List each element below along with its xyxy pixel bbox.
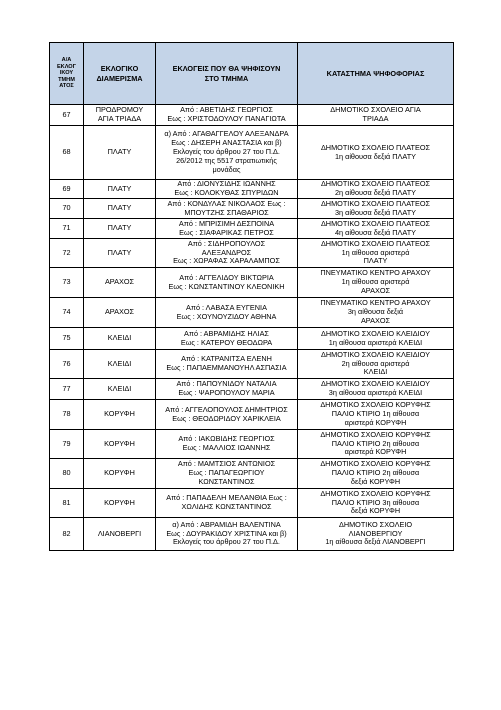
cell-line: Εως : ΚΩΝΣΤΑΝΤΙΝΟΥ ΚΛΕΟΝΙΚΗ xyxy=(168,281,285,291)
section-number-cell: 80 xyxy=(50,459,84,489)
station-cell xyxy=(298,459,454,489)
cell-line: ΠΑΛΙΟ ΚΤΙΡΙΟ 2η αίθουσα xyxy=(331,438,420,448)
district-cell xyxy=(84,180,156,199)
district-cell xyxy=(84,105,156,126)
section-number-cell: 71 xyxy=(50,219,84,239)
cell-line: ΑΓΙΑ ΤΡΙΑΔΑ xyxy=(97,114,142,123)
cell-line: Από : ΜΠΡΙΣΙΜΗ ΔΕΣΠΟΙΝΑ xyxy=(178,218,275,228)
cell-line: Από : ΜΑΜΤΣΙΟΣ ΑΝΤΩΝΙΟΣ xyxy=(177,459,276,469)
station-cell xyxy=(298,489,454,518)
table-row xyxy=(50,239,454,268)
district-cell xyxy=(84,518,156,551)
section-number-cell: 78 xyxy=(50,400,84,430)
voters-cell xyxy=(156,219,298,239)
cell-line: ΔΗΜΟΤΙΚΟ ΣΧΟΛΕΙΟ ΚΟΡΥΦΗΣ xyxy=(320,459,431,469)
voters-cell xyxy=(156,518,298,551)
table-body xyxy=(50,105,454,551)
station-cell xyxy=(298,518,454,551)
cell-line: 1η αίθουσα αριστερά xyxy=(341,247,410,257)
cell-line: Εως : ΠΑΠΑΓΕΩΡΓΙΟΥ xyxy=(188,468,265,478)
cell-line: Από : ΑΓΓΕΛΟΠΟΥΛΟΣ ΔΗΜΗΤΡΙΟΣ xyxy=(165,404,288,414)
cell-line: ΔΗΜΟΤΙΚΟ ΣΧΟΛΕΙΟ ΠΛΑΤΕΟΣ xyxy=(320,218,431,228)
cell-line: ΚΟΡΥΦΗ xyxy=(104,409,135,419)
table-row xyxy=(50,489,454,518)
cell-line: Από : ΣΙΔΗΡΟΠΟΥΛΟΣ xyxy=(187,238,266,248)
station-cell xyxy=(298,430,454,459)
section-number-cell: 82 xyxy=(50,518,84,551)
district-cell xyxy=(84,379,156,400)
cell-line: ΚΛΕΙΔΙ xyxy=(107,333,132,343)
cell-line: 1η αίθουσα δεξιά ΠΛΑΤΥ xyxy=(334,151,417,161)
cell-line: ΚΟΡΥΦΗ xyxy=(104,468,135,478)
cell-line: ΠΑΛΙΟ ΚΤΙΡΙΟ 3η αίθουσα xyxy=(331,497,420,507)
cell-line: ΠΝΕΥΜΑΤΙΚΟ ΚΕΝΤΡΟ ΑΡΑΧΟΥ xyxy=(320,298,431,308)
cell-line: ΠΛΑΤΥ xyxy=(363,256,388,266)
header-polling-station xyxy=(298,43,454,105)
cell-line: Εως : ΘΕΟΔΩΡΙΔΟΥ ΧΑΡΙΚΛΕΙΑ xyxy=(172,413,281,423)
cell-line: Εως : ΚΟΛΟΚΥΘΑΣ ΣΠΥΡΙΔΩΝ xyxy=(174,188,279,197)
header-line: Α/Α xyxy=(61,57,72,64)
station-cell xyxy=(298,328,454,350)
station-cell xyxy=(298,199,454,219)
voters-cell xyxy=(156,350,298,379)
section-number-cell: 76 xyxy=(50,350,84,379)
cell-line: ΠΡΟΔΡΟΜΟΥ xyxy=(95,105,144,115)
cell-line: ΔΗΜΟΤΙΚΟ ΣΧΟΛΕΙΟ ΚΟΡΥΦΗΣ xyxy=(320,488,431,498)
cell-line: ΠΝΕΥΜΑΤΙΚΟ ΚΕΝΤΡΟ ΑΡΑΧΟΥ xyxy=(320,268,431,278)
cell-line: 4η αίθουσα δεξιά ΠΛΑΤΥ xyxy=(334,227,417,237)
cell-line: ΠΑΛΙΟ ΚΤΙΡΙΟ 2η αίθουσα xyxy=(331,468,420,478)
table-row xyxy=(50,328,454,350)
station-cell xyxy=(298,379,454,400)
table-row xyxy=(50,350,454,379)
station-cell xyxy=(298,350,454,379)
cell-line: ΠΛΑΤΥ xyxy=(107,203,132,213)
cell-line: α) Από : ΑΒΡΑΜΙΔΗ ΒΑΛΕΝΤΙΝΑ xyxy=(172,519,281,529)
header-voters xyxy=(156,43,298,105)
cell-line: Εως : ΔΗΣΕΡΗ ΑΝΑΣΤΑΣΙΑ και β) xyxy=(171,138,282,148)
cell-line: ΠΛΑΤΥ xyxy=(107,223,132,233)
table-row xyxy=(50,518,454,551)
section-number-cell: 73 xyxy=(50,268,84,298)
cell-line: Εως : ΜΑΛΛΙΟΣ ΙΩΑΝΝΗΣ xyxy=(182,443,271,452)
cell-line: ΑΡΑΧΟΣ xyxy=(360,315,391,325)
table-header-row xyxy=(50,43,454,105)
cell-line: ΛΙΑΝΟΒΕΡΓΙ xyxy=(97,528,142,538)
cell-line: ΚΛΕΙΔΙ xyxy=(107,383,132,393)
cell-line: ΔΗΜΟΤΙΚΟ ΣΧΟΛΕΙΟ ΚΛΕΙΔΙΟΥ xyxy=(321,328,430,338)
cell-line: ΔΗΜΟΤΙΚΟ ΣΧΟΛΕΙΟ ΠΛΑΤΕΟΣ xyxy=(320,142,431,152)
cell-line: ΜΠΟΥΤΖΗΣ ΣΠΑΘΑΡΙΟΣ xyxy=(184,207,269,217)
cell-line: αριστερά ΚΟΡΥΦΗ xyxy=(344,417,407,427)
cell-line: Εως : ΣΙΑΦΑΡΙΚΑΣ ΠΕΤΡΟΣ xyxy=(179,227,274,237)
table-row xyxy=(50,180,454,199)
cell-line: Από : ΠΑΠΟΥΝΙΔΟΥ ΝΑΤΑΛΙΑ xyxy=(176,379,277,389)
cell-line: ΑΡΑΧΟΣ xyxy=(104,307,135,317)
table-row xyxy=(50,105,454,126)
cell-line: ΚΟΡΥΦΗ xyxy=(104,438,135,448)
district-cell xyxy=(84,350,156,379)
district-cell xyxy=(84,239,156,268)
district-cell xyxy=(84,219,156,239)
header-line: ΔΙΑΜΕΡΙΣΜΑ xyxy=(96,73,143,83)
cell-line: Εως : ΠΑΠΑΕΜΜΑΝΟΥΗΛ ΑΣΠΑΣΙΑ xyxy=(166,363,287,372)
cell-line: Εως : ΧΩΡΑΦΑΣ ΧΑΡΑΛΑΜΠΟΣ xyxy=(173,256,280,266)
header-line: ΕΚΛΟΓ xyxy=(56,63,77,70)
cell-line: ΔΗΜΟΤΙΚΟ ΣΧΟΛΕΙΟ ΠΛΑΤΕΟΣ xyxy=(320,179,431,189)
voters-cell xyxy=(156,489,298,518)
cell-line: Εως : ΧΟΥΝΟΥΖΙΔΟΥ ΑΘΗΝΑ xyxy=(176,311,277,321)
cell-line: ΔΗΜΟΤΙΚΟ ΣΧΟΛΕΙΟ ΠΛΑΤΕΟΣ xyxy=(320,198,431,208)
header-district xyxy=(84,43,156,105)
cell-line: ΔΗΜΟΤΙΚΟ ΣΧΟΛΕΙΟ ΑΓΙΑ xyxy=(330,105,421,115)
station-cell xyxy=(298,105,454,126)
section-number-cell: 81 xyxy=(50,489,84,518)
cell-line: δεξιά ΚΟΡΥΦΗ xyxy=(350,506,401,516)
polling-stations-table xyxy=(49,42,454,551)
cell-line: Εως : ΨΑΡΟΠΟΥΛΟΥ ΜΑΡΙΑ xyxy=(178,388,275,397)
voters-cell xyxy=(156,379,298,400)
header-line: ΑΤΟΣ xyxy=(59,83,74,90)
cell-line: ΔΗΜΟΤΙΚΟ ΣΧΟΛΕΙΟ ΚΛΕΙΔΙΟΥ xyxy=(321,349,430,359)
voters-cell xyxy=(156,126,298,180)
cell-line: μονάδας xyxy=(212,164,241,174)
cell-line: α) Από : ΑΓΑΘΑΓΓΕΛΟΥ ΑΛΕΞΑΝΔΡΑ xyxy=(164,129,289,139)
cell-line: Από : ΙΑΚΩΒΙΔΗΣ ΓΕΩΡΓΙΟΣ xyxy=(178,434,275,444)
cell-line: ΛΙΑΝΟΒΕΡΓΙΟΥ xyxy=(348,528,403,538)
cell-line: αριστερά ΚΟΡΥΦΗ xyxy=(344,447,407,457)
cell-line: ΔΗΜΟΤΙΚΟ ΣΧΟΛΕΙΟ xyxy=(338,519,413,529)
cell-line: Από : ΑΓΓΕΛΙΔΟΥ ΒΙΚΤΩΡΙΑ xyxy=(179,272,274,282)
voters-cell xyxy=(156,459,298,489)
cell-line: ΠΛΑΤΥ xyxy=(107,183,132,193)
cell-line: ΔΗΜΟΤΙΚΟ ΣΧΟΛΕΙΟ ΠΛΑΤΕΟΣ xyxy=(320,238,431,248)
station-cell xyxy=(298,180,454,199)
table-row xyxy=(50,199,454,219)
table-row xyxy=(50,298,454,328)
section-number-cell: 75 xyxy=(50,328,84,350)
header-line: ΣΤΟ ΤΜΗΜΑ xyxy=(204,73,249,83)
section-number-cell: 67 xyxy=(50,105,84,126)
table-row xyxy=(50,126,454,180)
station-cell xyxy=(298,219,454,239)
cell-line: Από : ΛΑΒΑΣΑ ΕΥΓΕΝΙΑ xyxy=(186,302,267,312)
cell-line: ΔΗΜΟΤΙΚΟ ΣΧΟΛΕΙΟ ΚΛΕΙΔΙΟΥ xyxy=(321,379,430,389)
voters-cell xyxy=(156,180,298,199)
section-number-cell: 77 xyxy=(50,379,84,400)
header-line: ΚΑΤΑΣΤΗΜΑ ΨΗΦΟΦΟΡΙΑΣ xyxy=(326,68,425,78)
district-cell xyxy=(84,400,156,430)
voters-cell xyxy=(156,430,298,459)
voters-cell xyxy=(156,268,298,298)
district-cell xyxy=(84,328,156,350)
cell-line: 2η αίθουσα αριστερά xyxy=(341,358,410,368)
district-cell xyxy=(84,268,156,298)
cell-line: Εως : ΚΑΤΕΡΟΥ ΘΕΟΔΩΡΑ xyxy=(180,337,273,347)
header-line: ΤΜΗΜ xyxy=(58,76,75,83)
section-number-cell: 72 xyxy=(50,239,84,268)
cell-line: 2η αίθουσα δεξιά ΠΛΑΤΥ xyxy=(334,188,417,197)
voters-cell xyxy=(156,199,298,219)
table-row xyxy=(50,219,454,239)
cell-line: ΧΩΛΙΔΗΣ ΚΩΝΣΤΑΝΤΙΝΟΣ xyxy=(181,502,272,511)
header-line: ΕΚΛΟΓΙΚΟ xyxy=(100,64,139,73)
district-cell xyxy=(84,459,156,489)
voters-cell xyxy=(156,239,298,268)
section-number-cell: 69 xyxy=(50,180,84,199)
cell-line: 1η αίθουσα δεξιά ΛΙΑΝΟΒΕΡΓΙ xyxy=(325,537,426,547)
cell-line: ΚΩΝΣΤΑΝΤΙΝΟΣ xyxy=(198,476,255,486)
section-number-cell: 79 xyxy=(50,430,84,459)
table-row xyxy=(50,268,454,298)
section-number-cell: 68 xyxy=(50,126,84,180)
cell-line: 3η αίθουσα δεξιά xyxy=(347,307,404,317)
cell-line: ΑΡΑΧΟΣ xyxy=(104,277,135,287)
station-cell xyxy=(298,298,454,328)
cell-line: Από : ΚΑΤΡΑΝΙΤΣΑ ΕΛΕΝΗ xyxy=(181,354,272,364)
table-row xyxy=(50,430,454,459)
cell-line: Από : ΑΒΕΤΙΔΗΣ ΓΕΩΡΓΙΟΣ xyxy=(180,105,273,115)
cell-line: Από : ΑΒΡΑΜΙΔΗΣ ΗΛΙΑΣ xyxy=(184,328,269,338)
section-number-cell: 70 xyxy=(50,199,84,219)
cell-line: ΑΡΑΧΟΣ xyxy=(360,285,391,295)
cell-line: ΠΑΛΙΟ ΚΤΙΡΙΟ 1η αίθουσα xyxy=(331,409,420,419)
station-cell xyxy=(298,239,454,268)
district-cell xyxy=(84,430,156,459)
cell-line: 3η αίθουσα δεξιά ΠΛΑΤΥ xyxy=(334,207,417,217)
district-cell xyxy=(84,489,156,518)
header-section-number xyxy=(50,43,84,105)
cell-line: Εως : ΔΟΥΡΑΚΙΔΟΥ ΧΡΙΣΤΙΝΑ και β) xyxy=(166,528,287,538)
table-row xyxy=(50,379,454,400)
section-number-cell: 74 xyxy=(50,298,84,328)
station-cell xyxy=(298,126,454,180)
cell-line: 1η αίθουσα αριστερά ΚΛΕΙΔΙ xyxy=(328,337,423,347)
cell-line: ΚΛΕΙΔΙ xyxy=(107,358,132,368)
header-line: ΕΚΛΟΓΕΙΣ ΠΟΥ ΘΑ ΨΗΦΙΣΟΥΝ xyxy=(172,64,281,73)
table-row xyxy=(50,400,454,430)
district-cell xyxy=(84,298,156,328)
voters-cell xyxy=(156,105,298,126)
cell-line: δεξιά ΚΟΡΥΦΗ xyxy=(350,476,401,486)
district-cell xyxy=(84,126,156,180)
cell-line: ΚΛΕΙΔΙ xyxy=(363,367,388,377)
district-cell xyxy=(84,199,156,219)
cell-line: Εκλογείς του άρθρου 27 του Π.Δ. xyxy=(173,147,280,157)
voters-cell xyxy=(156,400,298,430)
cell-line: ΔΗΜΟΤΙΚΟ ΣΧΟΛΕΙΟ ΚΟΡΥΦΗΣ xyxy=(320,429,431,439)
cell-line: Από : ΠΑΠΑΔΕΛΗ ΜΕΛΑΝΘΙΑ Εως : xyxy=(166,493,287,503)
cell-line: ΑΛΕΞΑΝΔΡΟΣ xyxy=(201,247,252,257)
cell-line: 26/2012 της 5517 στρατιωτικής xyxy=(176,155,277,165)
table-row xyxy=(50,459,454,489)
cell-line: ΤΡΙΑΔΑ xyxy=(362,114,389,123)
cell-line: Από : ΚΟΝΔΥΛΑΣ ΝΙΚΟΛΑΟΣ Εως : xyxy=(167,198,286,208)
voters-cell xyxy=(156,328,298,350)
cell-line: ΔΗΜΟΤΙΚΟ ΣΧΟΛΕΙΟ ΚΟΡΥΦΗΣ xyxy=(320,400,431,410)
cell-line: 3η αίθουσα αριστερά ΚΛΕΙΔΙ xyxy=(328,388,423,397)
header-line: ΙΚΟΥ xyxy=(59,70,74,77)
cell-line: ΠΛΑΤΥ xyxy=(107,247,132,257)
cell-line: Εκλογείς του άρθρου 27 του Π.Δ. xyxy=(173,537,280,547)
cell-line: Εως : ΧΡΙΣΤΟΔΟΥΛΟΥ ΠΑΝΑΓΙΩΤΑ xyxy=(167,114,286,123)
cell-line: Από : ΔΙΟΝΥΣΙΔΗΣ ΙΩΑΝΝΗΣ xyxy=(177,179,276,189)
station-cell xyxy=(298,268,454,298)
cell-line: 1η αίθουσα αριστερά xyxy=(341,277,410,287)
voters-cell xyxy=(156,298,298,328)
cell-line: ΚΟΡΥΦΗ xyxy=(104,497,135,507)
cell-line: ΠΛΑΤΥ xyxy=(107,147,132,157)
station-cell xyxy=(298,400,454,430)
